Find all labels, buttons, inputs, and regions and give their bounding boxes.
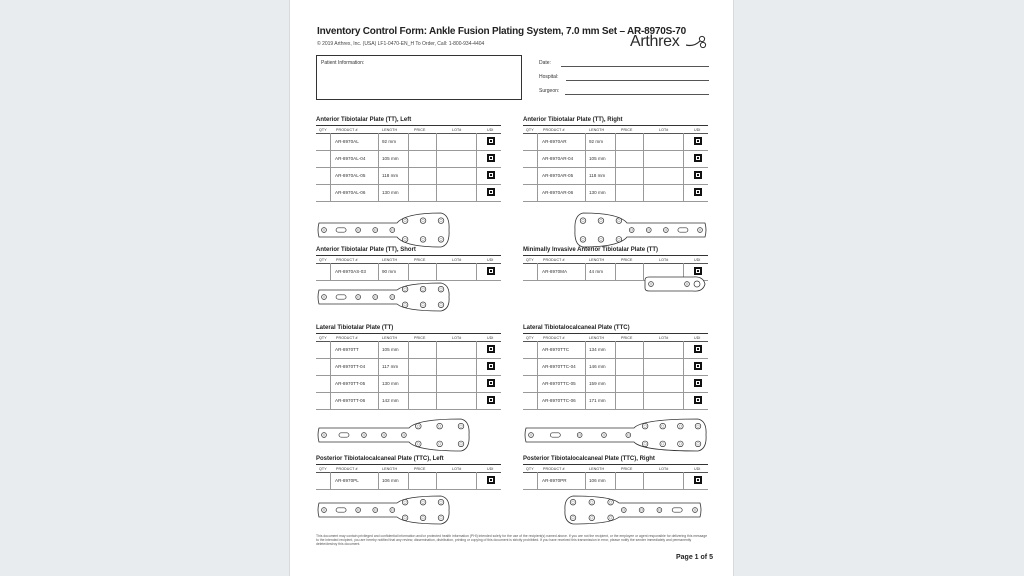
hospital-label: Hospital: xyxy=(539,74,559,80)
product-number: AR-8970AS-03 xyxy=(335,269,366,274)
column-header: LOT# xyxy=(452,466,462,471)
table-row[interactable] xyxy=(316,167,501,185)
product-number: AR-8970TTC xyxy=(542,347,570,352)
product-number: AR-8970TTC-05 xyxy=(542,381,576,386)
product-length: 92 mm xyxy=(589,139,604,144)
udi-barcode-icon xyxy=(487,171,495,179)
column-header: PRICE xyxy=(621,257,633,262)
product-number: AR-8970TT-05 xyxy=(335,381,366,386)
udi-barcode-icon xyxy=(487,362,495,370)
section-title: Lateral Tibiotalar Plate (TT) xyxy=(316,325,394,331)
table-row[interactable] xyxy=(523,133,708,151)
table-row[interactable] xyxy=(523,167,708,185)
column-header: QTY xyxy=(319,466,327,471)
product-number: AR-8970PL xyxy=(335,478,359,483)
udi-barcode-icon xyxy=(694,379,702,387)
product-section xyxy=(523,247,708,274)
column-header: UDI xyxy=(487,466,494,471)
column-header: LOT# xyxy=(659,466,669,471)
column-header: LENGTH xyxy=(589,466,605,471)
column-header: PRICE xyxy=(621,335,633,340)
udi-barcode-icon xyxy=(694,476,702,484)
product-length: 159 mm xyxy=(589,381,606,386)
column-header: PRICE xyxy=(414,257,426,262)
confidentiality-disclaimer: This document may contain privileged and confidential information and/or protected health information (PHI) intended solely for the use of the recipient(s) named above. If you are not the recipient, or the employee or agent responsible for delivering this message to the intended recipient, you are hereby notified that any review, dissemination, distribution, printing or copying of this document is strictly prohibited. If you have received this transmission in error, please notify the sender immediately and permanently delete/destroy this document. xyxy=(316,534,708,547)
plate-illustration xyxy=(316,282,451,312)
udi-barcode-icon xyxy=(487,267,495,275)
plate-illustration xyxy=(523,418,708,452)
udi-barcode-icon xyxy=(694,396,702,404)
column-header: QTY xyxy=(526,257,534,262)
copyright-line: © 2019 Arthrex, Inc. (USA) LF1-0470-EN_H To Order, Call: 1-800-934-4404 xyxy=(317,41,485,47)
udi-barcode-icon xyxy=(487,137,495,145)
inventory-table xyxy=(316,255,501,288)
product-section xyxy=(523,325,708,403)
table-row[interactable] xyxy=(316,150,501,168)
udi-barcode-icon xyxy=(694,188,702,196)
product-length: 105 mm xyxy=(589,156,606,161)
inventory-table xyxy=(523,125,708,218)
column-header: LENGTH xyxy=(382,335,398,340)
logo-mark-icon xyxy=(686,35,708,49)
column-header: PRICE xyxy=(414,466,426,471)
product-number: AR-8970TT xyxy=(335,347,359,352)
column-header: UDI xyxy=(487,335,494,340)
column-header: PRODUCT # xyxy=(336,127,358,132)
patient-info-label: Patient Information: xyxy=(321,60,365,66)
inventory-table xyxy=(523,464,708,497)
table-row[interactable] xyxy=(316,375,501,393)
product-number: AR-8970MA xyxy=(542,269,568,274)
column-header: PRICE xyxy=(621,127,633,132)
product-section xyxy=(523,117,708,195)
product-number: AR-8970TT-04 xyxy=(335,364,366,369)
plate-illustration xyxy=(316,418,471,452)
product-number: AR-8970TTC-06 xyxy=(542,398,576,403)
table-row[interactable] xyxy=(523,392,708,410)
section-title: Anterior Tibiotalar Plate (TT), Short xyxy=(316,247,416,253)
table-row[interactable] xyxy=(316,184,501,202)
hospital-field[interactable] xyxy=(539,74,709,84)
date-field[interactable] xyxy=(539,60,709,70)
udi-barcode-icon xyxy=(694,171,702,179)
product-length: 130 mm xyxy=(382,381,399,386)
column-header: QTY xyxy=(319,335,327,340)
section-title: Posterior Tibiotalocalcaneal Plate (TTC), Left xyxy=(316,456,444,462)
product-section xyxy=(523,456,708,483)
product-section xyxy=(316,247,501,274)
product-length: 142 mm xyxy=(382,398,399,403)
udi-barcode-icon xyxy=(694,362,702,370)
column-header: UDI xyxy=(694,127,701,132)
product-length: 130 mm xyxy=(382,190,399,195)
section-title: Posterior Tibiotalocalcaneal Plate (TTC), Right xyxy=(523,456,655,462)
udi-barcode-icon xyxy=(487,379,495,387)
section-title: Lateral Tibiotalocalcaneal Plate (TTC) xyxy=(523,325,630,331)
product-section xyxy=(316,456,501,483)
inventory-table xyxy=(523,333,708,426)
column-header: QTY xyxy=(319,257,327,262)
product-length: 118 mm xyxy=(589,173,606,178)
table-row[interactable] xyxy=(316,263,501,281)
product-number: AR-8970AL-04 xyxy=(335,156,366,161)
product-number: AR-8970AR-04 xyxy=(542,156,574,161)
column-header: LENGTH xyxy=(589,257,605,262)
column-header: QTY xyxy=(526,127,534,132)
product-section xyxy=(316,325,501,403)
product-length: 44 mm xyxy=(589,269,604,274)
product-section xyxy=(316,117,501,195)
form-title: Inventory Control Form: Ankle Fusion Plating System, 7.0 mm Set – AR-8970S-70 xyxy=(317,26,686,37)
udi-barcode-icon xyxy=(487,188,495,196)
product-length: 117 mm xyxy=(382,364,399,369)
udi-barcode-icon xyxy=(487,154,495,162)
udi-barcode-icon xyxy=(694,137,702,145)
product-length: 146 mm xyxy=(589,364,606,369)
inventory-table xyxy=(523,255,708,288)
plate-illustration xyxy=(316,495,451,525)
column-header: QTY xyxy=(319,127,327,132)
logo-text: Arthrex xyxy=(630,33,680,50)
table-row[interactable] xyxy=(316,472,501,490)
form-page xyxy=(289,0,734,576)
product-number: AR-8970AR-05 xyxy=(542,173,574,178)
table-row[interactable] xyxy=(316,133,501,151)
product-number: AR-8970TTC-04 xyxy=(542,364,576,369)
column-header: QTY xyxy=(526,466,534,471)
product-number: AR-8970TT-06 xyxy=(335,398,366,403)
surgeon-field[interactable] xyxy=(539,88,709,98)
page-number: Page 1 of 5 xyxy=(676,554,713,561)
product-length: 105 mm xyxy=(382,156,399,161)
column-header: PRODUCT # xyxy=(336,466,358,471)
column-header: PRICE xyxy=(414,127,426,132)
product-length: 106 mm xyxy=(382,478,399,483)
product-length: 90 mm xyxy=(382,269,397,274)
table-row[interactable] xyxy=(523,472,708,490)
column-header: LOT# xyxy=(452,127,462,132)
product-number: AR-8970PR xyxy=(542,478,567,483)
column-header: LENGTH xyxy=(382,127,398,132)
section-title: Anterior Tibiotalar Plate (TT), Left xyxy=(316,117,412,123)
column-header: PRODUCT # xyxy=(336,257,358,262)
product-length: 106 mm xyxy=(589,478,606,483)
inventory-table xyxy=(316,464,501,497)
product-length: 130 mm xyxy=(589,190,606,195)
plate-illustration xyxy=(316,212,451,248)
table-row[interactable] xyxy=(523,184,708,202)
column-header: PRICE xyxy=(414,335,426,340)
column-header: LOT# xyxy=(659,127,669,132)
column-header: LENGTH xyxy=(382,257,398,262)
column-header: LOT# xyxy=(452,335,462,340)
column-header: PRODUCT # xyxy=(543,257,565,262)
column-header: PRICE xyxy=(621,466,633,471)
column-header: UDI xyxy=(694,466,701,471)
product-length: 92 mm xyxy=(382,139,397,144)
table-row[interactable] xyxy=(316,358,501,376)
column-header: LOT# xyxy=(659,335,669,340)
product-length: 105 mm xyxy=(382,347,399,352)
table-row[interactable] xyxy=(316,341,501,359)
product-number: AR-8970AR-06 xyxy=(542,190,574,195)
column-header: PRODUCT # xyxy=(543,466,565,471)
product-number: AR-8970AL xyxy=(335,139,359,144)
column-header: LENGTH xyxy=(382,466,398,471)
column-header: LOT# xyxy=(452,257,462,262)
section-title: Minimally Invasive Anterior Tibiotalar Plate (TT) xyxy=(523,247,659,253)
column-header: PRODUCT # xyxy=(543,127,565,132)
table-row[interactable] xyxy=(523,341,708,359)
udi-barcode-icon xyxy=(487,476,495,484)
surgeon-label: Surgeon: xyxy=(539,88,560,94)
table-row[interactable] xyxy=(523,375,708,393)
table-row[interactable] xyxy=(316,392,501,410)
table-row[interactable] xyxy=(523,150,708,168)
column-header: LENGTH xyxy=(589,127,605,132)
product-length: 134 mm xyxy=(589,347,606,352)
product-number: AR-8970AL-05 xyxy=(335,173,366,178)
column-header: UDI xyxy=(487,127,494,132)
plate-illustration xyxy=(563,495,703,525)
udi-barcode-icon xyxy=(694,154,702,162)
plate-illustration xyxy=(643,276,707,292)
column-header: QTY xyxy=(526,335,534,340)
udi-barcode-icon xyxy=(694,267,702,275)
arthrex-logo xyxy=(630,33,679,51)
product-length: 171 mm xyxy=(589,398,606,403)
date-label: Date: xyxy=(539,60,551,66)
column-header: PRODUCT # xyxy=(336,335,358,340)
table-row[interactable] xyxy=(523,358,708,376)
product-length: 118 mm xyxy=(382,173,399,178)
column-header: UDI xyxy=(694,335,701,340)
product-number: AR-8970AL-06 xyxy=(335,190,366,195)
plate-illustration xyxy=(573,212,708,248)
section-title: Anterior Tibiotalar Plate (TT), Right xyxy=(523,117,623,123)
inventory-table xyxy=(316,333,501,426)
inventory-table xyxy=(316,125,501,218)
column-header: PRODUCT # xyxy=(543,335,565,340)
column-header: UDI xyxy=(487,257,494,262)
udi-barcode-icon xyxy=(487,396,495,404)
udi-barcode-icon xyxy=(487,345,495,353)
column-header: LENGTH xyxy=(589,335,605,340)
product-number: AR-8970AR xyxy=(542,139,567,144)
column-header: LOT# xyxy=(659,257,669,262)
patient-info-box[interactable] xyxy=(316,55,522,100)
column-header: UDI xyxy=(694,257,701,262)
udi-barcode-icon xyxy=(694,345,702,353)
